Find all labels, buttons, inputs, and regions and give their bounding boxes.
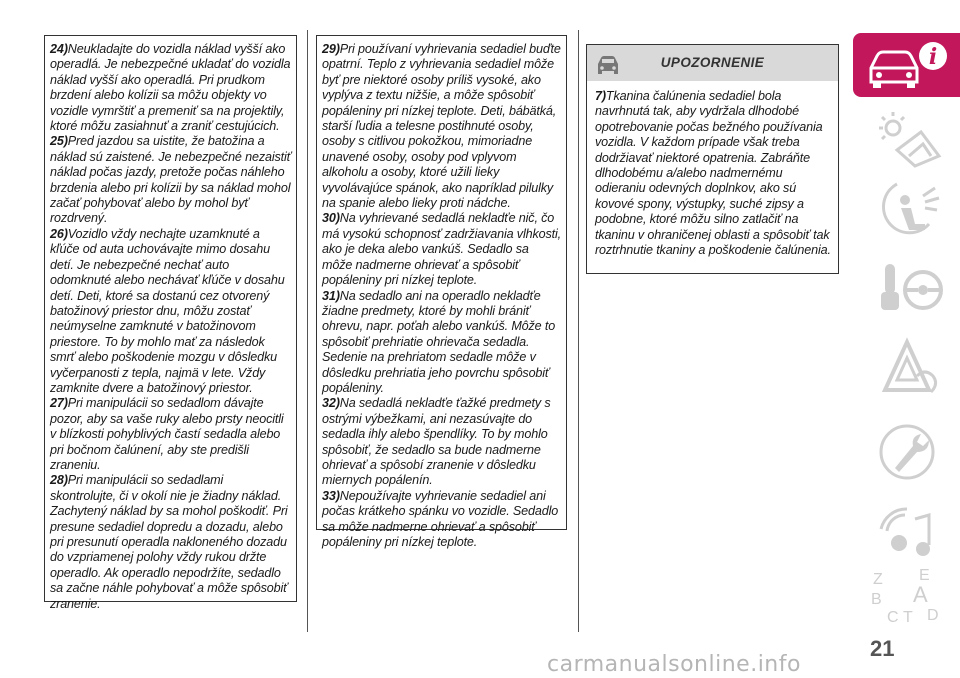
- airbag-seat-icon: [867, 180, 947, 246]
- multimedia-icon: [867, 499, 947, 571]
- warning-title: UPOZORNENIE: [660, 55, 765, 70]
- note-number: 28): [50, 473, 68, 488]
- note-number: 7): [595, 89, 606, 103]
- note-text: Pri manipulácii so sedadlami skontrolujte, či v okolí nie je žiadny náklad. Zachytený náklad by sa mohol poškodiť. Pri presune sedadiel dopredu a dozadu, alebo pri presunutí operadla nakloneného dozadu do vzpriamenej polohy vždy rukou držte operadlo. Ak operadlo nepodržíte, sedadlo sa začne náhle pohybovať a môže spôsobiť zranenie.: [50, 473, 288, 611]
- index-letters-icon: [867, 564, 947, 626]
- note-box-middle: [316, 35, 567, 549]
- svg-text:i: i: [928, 44, 937, 70]
- note-text: Na sedadlo ani na operadlo nekladťe žiadne predmety, ktoré by mohli brániť ohrevu, napr. poťah alebo vankúš. Môže to spôsobiť prehriatie ohrievača sedadla. Sedenie na prehriatom sedadle môže v dôsledku prehriatia jeho povrchu spôsobiť popáleniny.: [322, 288, 556, 395]
- note-text: Pred jazdou sa uistite, že batožina a náklad sú zaistené. Je nebezpečné nezaistiť náklad počas jazdy, pretože počas náhleho brzdenia alebo pri kolízii by sa náklad mohol začať pohybovať alebo by mohol byť rozdrvený.: [50, 134, 291, 226]
- note-item: [322, 489, 562, 551]
- note-item: [322, 289, 562, 397]
- index-letter: A: [912, 582, 928, 607]
- note-item: [322, 211, 562, 288]
- note-number: 31): [322, 288, 340, 303]
- note-number: 24): [50, 42, 68, 56]
- note-number: 29): [322, 42, 340, 56]
- note-text: Pri manipulácii so sedadlom dávajte pozor, aby sa vaše ruky alebo prsty neocitli v blízkosti pohyblivých častí sedadla alebo pri bočnom čalúnení, aby ste predišli zraneniu.: [50, 396, 284, 472]
- note-item: [322, 396, 562, 488]
- tab-service-wrench[interactable]: [853, 412, 960, 492]
- warning-lights-icon: [867, 106, 947, 170]
- tab-index[interactable]: [853, 562, 960, 628]
- note-item: [50, 396, 292, 473]
- service-wrench-icon: [867, 416, 947, 488]
- tab-key-steering[interactable]: [853, 252, 960, 324]
- note-text: Vozidlo vždy nechajte uzamknuté a kľúče od auta uchovávajte mimo dosahu detí. Je nebezpečné nechať auto odomknuté alebo nechávať kľúče v dosahu detí. Deti, ktoré sa dostanú cez otvorený batožinový priestor dnu, môžu zostať neúmyselne zamknuté v batožinovom priestore. To by mohlo mať za následok smrť alebo poškodenie mozgu v dôsledku vyčerpanosti z tepla, najmä v lete. Vždy zamknite dvere a batožinový priestor.: [50, 226, 285, 395]
- index-letter: T: [902, 609, 913, 626]
- index-letter: E: [918, 567, 930, 584]
- index-letter: Z: [872, 571, 883, 588]
- note-number: 30): [322, 211, 340, 226]
- tab-airbag-seat[interactable]: [853, 176, 960, 250]
- column-divider: [578, 30, 579, 632]
- note-text: Na vyhrievané sedadlá nekladťe nič, čo má vysokú schopnosť zadržiavania vlhkosti, ako je deka alebo vankúš. Sedadlo sa môže nadmerne ohrievať a spôsobiť popáleniny pri nízkej teplote.: [322, 211, 561, 288]
- warning-header: [587, 45, 838, 81]
- tab-car-info[interactable]: [853, 33, 960, 97]
- index-letter: C: [886, 609, 899, 626]
- note-text: Na sedadlá nekladťe ťažké predmety s ostrými výbežkami, ani nezasúvajte do sedadla ihly alebo špendlíky. To by mohlo spôsobiť, že sedadlo sa bude nadmerne ohrievať a spôsobí zranenie v dôsledku miernych popálenín.: [322, 396, 551, 488]
- tab-hazard-breakdown[interactable]: [853, 328, 960, 408]
- column-divider: [307, 30, 308, 632]
- warning-body: [587, 81, 838, 264]
- note-number: 25): [50, 134, 68, 149]
- note-item: [50, 473, 292, 612]
- index-letter: D: [926, 607, 939, 624]
- hazard-breakdown-icon: [867, 332, 947, 404]
- page-number: 21: [870, 636, 895, 661]
- tab-warning-lights[interactable]: [853, 103, 960, 173]
- note-item: [50, 227, 292, 396]
- note-text: Nepoužívajte vyhrievanie sedadiel ani počas krátkeho spánku vo vozidle. Sedadlo sa môže nadmerne ohrievať a spôsobiť popáleniny pri nízkej teplote.: [322, 488, 559, 549]
- note-text: Neukladajte do vozidla náklad vyšší ako operadlá. Je nebezpečné ukladať do vozidla náklad vyšší ako operadlá. Pri prudkom brzdení alebo kolízii sa môžu objekty vo vozidle vymrštiť a premeniť sa na projektily, ktoré môžu zasiahnuť a zraniť cestujúcich.: [50, 42, 291, 134]
- note-box-left: [44, 35, 297, 611]
- note-text: Pri používaní vyhrievania sedadiel buďte opatrní. Teplo z vyhrievania sedadiel môže byť pre niektoré osoby príliš vysoké, ako vyplýva z textu nižšie, a môže spôsobiť popáleniny pri nízkej teplote. Deti, bábätká, starší ľudia a telesne postihnuté osoby, osoby s citlivou pokožkou, mimoriadne unavené osoby, osoby pod vplyvom alkoholu a osoby, ktoré užili lieky vyvolávajúce spánok, ako napríklad pilulky na spanie alebo lieky proti nádche.: [322, 42, 561, 211]
- watermark-text: carmanualsonline.info: [547, 652, 801, 677]
- note-number: 27): [50, 396, 68, 411]
- note-item: [50, 134, 292, 226]
- key-steering-icon: [867, 256, 947, 320]
- note-item: [322, 42, 562, 211]
- note-number: 33): [322, 488, 340, 503]
- warning-text: Tkanina čalúnenia sedadiel bola navrhnutá tak, aby vydržala dlhodobé opotrebovanie počas bežného používania vozidla. V každom prípade však treba dodržiavať niektoré opatrenia. Zabráňte dlhodobému a/alebo nadmernému odieraniu odevných doplnkov, ako sú kovové spony, výstupky, suché zipsy a podobne, ktoré môžu silno zatlačiť na tkaninu v ohraničenej oblasti a spôsobiť tak roztrhnutie tkaniny a poškodenie čalúnenia.: [595, 89, 831, 258]
- index-letter: B: [870, 591, 882, 608]
- warning-box: [586, 44, 839, 274]
- note-item: [50, 42, 292, 134]
- note-number: 26): [50, 226, 68, 241]
- note-number: 32): [322, 396, 340, 411]
- car-info-icon: [861, 38, 953, 92]
